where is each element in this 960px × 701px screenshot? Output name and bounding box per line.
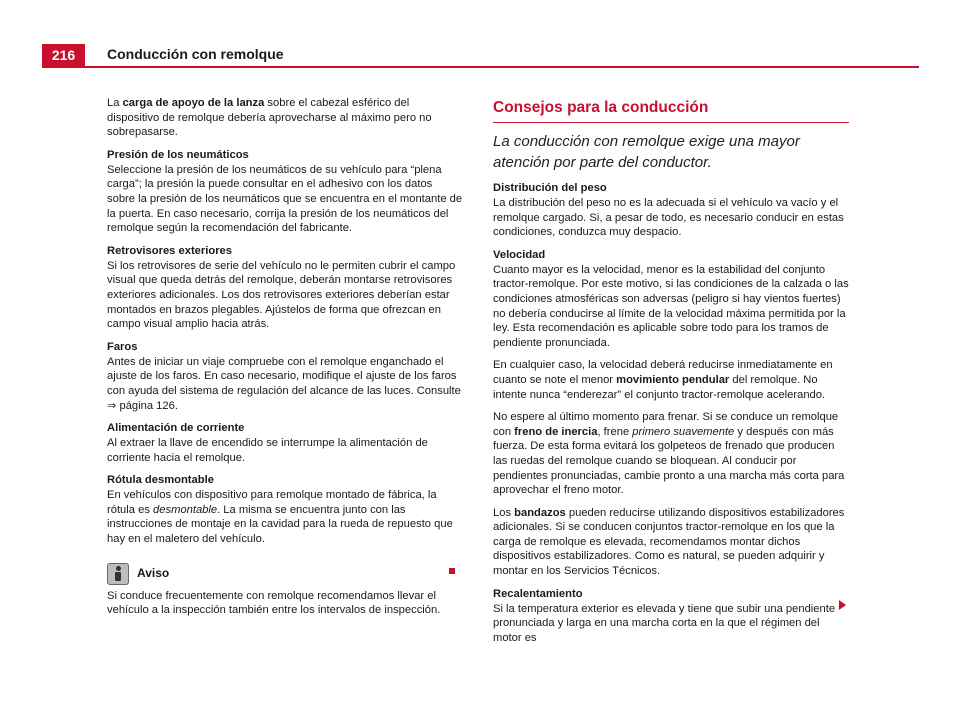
page-number: 216 xyxy=(42,44,85,66)
heading-retrovisores: Retrovisores exteriores xyxy=(107,244,232,257)
paragraph-retrovisores: Si los retrovisores de serie del vehículo no le permiten cubrir el campo visual que queda detrás del remolque, deberán montarse retrovisores exteriores adicionales. Los dos retrovisores exteriores deberían estar montados en brazos plegables. Ajústelos de forma que ofrezcan en campo visual amplio hacia atrás. xyxy=(107,259,456,331)
reducir-bold: movimiento pendular xyxy=(616,373,730,386)
paragraph-presion: Seleccione la presión de los neumáticos de su vehículo para “plena carga”; la presión la puede consultar en el adhesivo con los datos sobre la presión de los neumáticos que se encuentra en el montante de la puerta. En caso necesario, corrija la presión de los neumáticos del remolque según la recomendación del fabricante. xyxy=(107,163,463,235)
heading-recalentamiento: Recalentamiento xyxy=(493,587,583,600)
frenar-italic: primero suavemente xyxy=(632,425,735,438)
left-column xyxy=(107,96,463,626)
frenar-text-3: y después con más fuerza. De esta forma evitará los golpeteos de frenado que producen las ruedas del remolque cuando se bloquean. Al conducir por pendientes pronunciadas, cambie pronto a una marcha más corta para aprovechar el freno motor. xyxy=(493,425,845,497)
aviso-text: Si conduce frecuentemente con remolque recomendamos llevar el vehículo a la inspección también entre los intervalos de inspección. xyxy=(107,589,441,617)
intro-paragraph xyxy=(107,96,463,140)
bandazos-text-1: Los xyxy=(493,506,515,519)
section-title: Consejos para la conducción xyxy=(493,99,709,116)
frenar-text-2: , frene xyxy=(597,425,633,438)
paragraph-reducir xyxy=(493,358,849,402)
heading-alimentacion: Alimentación de corriente xyxy=(107,422,245,435)
lead-text: La conducción con remolque exige una mayor atención por parte del conductor. xyxy=(493,133,800,171)
intro-text-1: La xyxy=(107,97,123,109)
paragraph-bandazos xyxy=(493,506,849,579)
header-rule xyxy=(42,66,919,68)
frenar-text-1: No espere al último momento para frenar. Si se conduce un remolque con xyxy=(493,411,839,438)
right-column xyxy=(493,96,849,653)
paragraph-distribucion: La distribución del peso no es la adecuada si el vehículo va vacío y el remolque cargado. Si, a pesar de todo, es necesario conducir en estas condiciones, conduzca muy despacio. xyxy=(493,197,844,239)
heading-velocidad: Velocidad xyxy=(493,248,546,261)
heading-presion: Presión de los neumáticos xyxy=(107,148,249,161)
continue-arrow-icon xyxy=(839,600,846,610)
section-rule xyxy=(493,122,849,123)
paragraph-velocidad: Cuanto mayor es la velocidad, menor es la estabilidad del conjunto tractor-remolque. Por este motivo, si las condiciones de la calzada o las condiciones atmosféricas son adversas (peligro si hay vientos fuertes) no debería conducirse al límite de la velocidad máxima permitida por la ley. Esta recomendación es aplicable sobre todo para los tramos de pendiente pronunciada. xyxy=(493,263,849,349)
paragraph-alimentacion: Al extraer la llave de encendido se interrumpe la alimentación de corriente hacia el remolque. xyxy=(107,437,428,464)
intro-text-2: sobre el cabezal esférico del dispositivo de remolque debería aprovecharse al máximo pero no sobrepasarse. xyxy=(107,97,432,139)
frenar-bold: freno de inercia xyxy=(514,425,598,438)
paragraph-recalentamiento: Si la temperatura exterior es elevada y tiene que subir una pendiente pronunciada y larga en una marcha corta en la que el régimen del motor es xyxy=(493,602,836,644)
info-notice-icon xyxy=(107,563,129,585)
bandazos-bold: bandazos xyxy=(514,506,566,519)
aviso-header xyxy=(107,563,463,585)
bandazos-text-2: pueden reducirse utilizando dispositivos estabilizadores adicionales. Si se conducen conjuntos tractor-remolque en los que la carga de remolque es elevada, recomendamos montar dichos dispositivos estabilizadores. Como es natural, se pueden adquirir y montar en los Servicios Técnicos. xyxy=(493,506,845,578)
chapter-title: Conducción con remolque xyxy=(107,46,284,62)
rotula-text-2: . La misma se encuentra junto con las instrucciones de montaje en la cavidad para la rueda de repuesto que hay en el maletero del vehículo. xyxy=(107,503,453,546)
heading-distribucion: Distribución del peso xyxy=(493,182,607,194)
end-square-icon xyxy=(449,568,455,574)
reducir-text-2: del remolque. No intente nunca “enderezar” el conjunto tractor-remolque acelerando. xyxy=(493,373,826,401)
rotula-text-1: En vehículos con dispositivo para remolque montado de fábrica, la rótula es xyxy=(107,489,437,516)
rotula-italic: desmontable xyxy=(153,503,218,516)
aviso-title: Aviso xyxy=(137,566,170,581)
intro-bold: carga de apoyo de la lanza xyxy=(122,97,265,109)
heading-rotula: Rótula desmontable xyxy=(107,474,214,487)
reducir-text-1: En cualquier caso, la velocidad deberá reducirse inmediatamente en cuanto se note el menor xyxy=(493,359,833,386)
heading-faros: Faros xyxy=(107,340,138,353)
paragraph-frenar xyxy=(493,410,849,498)
paragraph-faros: Antes de iniciar un viaje compruebe con el remolque enganchado el ajuste de los faros. En caso necesario, modifique el ajuste de los faros con ayuda del sistema de regulación del alcance de las luces. Consulte ⇒ página 126. xyxy=(107,355,461,412)
paragraph-rotula xyxy=(107,488,463,546)
